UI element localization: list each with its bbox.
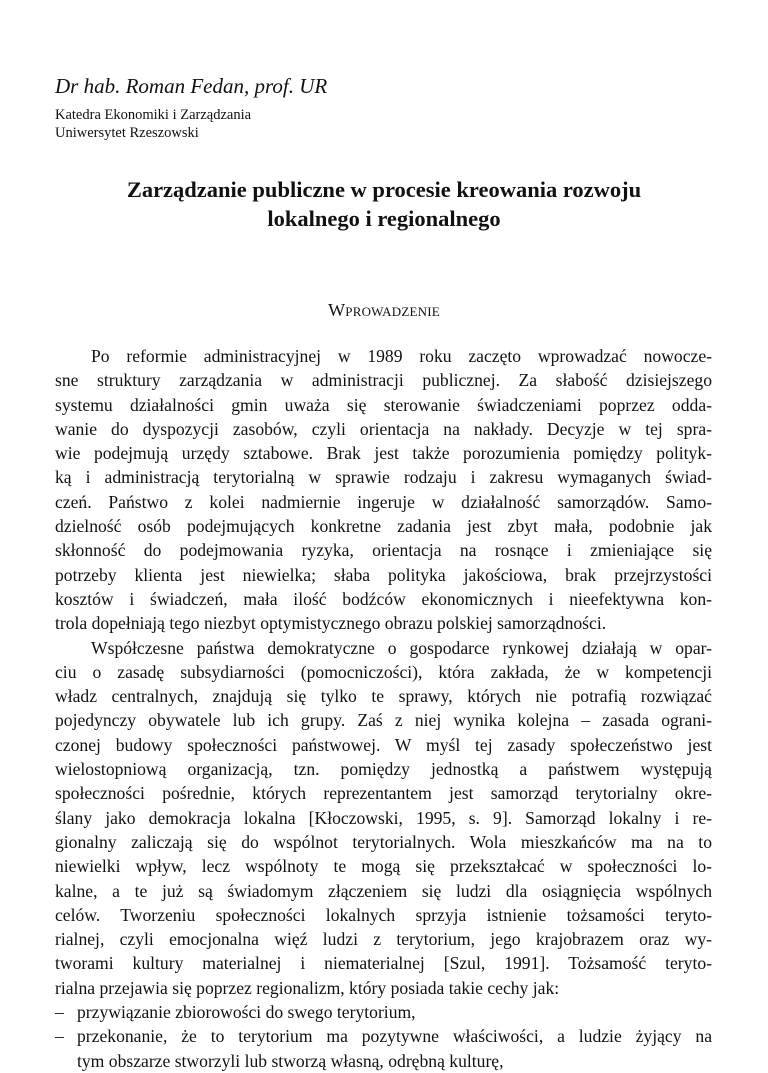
text-line: ciu o zasadę subsydiarności (pomocniczości), która zakłada, że w kompetencji <box>55 661 712 682</box>
text-line: potrzeby klienta jest niewielka; słaba polityka jakościowa, brak przejrzystości <box>55 564 712 585</box>
dash-bullet-icon: – <box>55 1002 64 1023</box>
text-line: gionalny zaliczają się do wspólnot terytorialnych. Wola mieszkańców ma na to <box>55 831 712 852</box>
text-line: rialnej, czyli emocjonalna więź ludzi z terytorium, jego krajobrazem oraz wy- <box>55 929 712 950</box>
bullet-list <box>55 1000 712 1073</box>
text-line: czeń. Państwo z kolei nadmiernie ingeruje w działalność samorządów. Samo- <box>55 491 712 512</box>
text-line: kosztów i świadczeń, mała ilość bodźców ekonomicznych i nieefektywna kon- <box>55 588 712 609</box>
text-line: systemu działalności gmin uważa się sterowanie świadczeniami poprzez odda- <box>55 394 712 415</box>
list-item <box>55 1000 712 1024</box>
list-item <box>55 1024 712 1048</box>
text-line: skłonność do podejmowania ryzyka, orientacja na rosnące i zmieniające się <box>55 540 712 561</box>
section-heading: Wprowadzenie <box>328 300 440 320</box>
author-name: Dr hab. Roman Fedan, prof. UR <box>55 74 328 98</box>
text-line: czonej budowy społeczności państwowej. W myśl tej zasady społeczeństwo jest <box>55 734 712 755</box>
text-line: niewielki wpływ, lecz wspólnoty te mogą się przekształcać w społeczności lo- <box>55 856 712 877</box>
text-line: władz centralnych, znajdują się tylko te sprawy, których nie potrafią rozwiązać <box>55 686 712 707</box>
text-line: sne struktury zarządzania w administracji publicznej. Za słabość dzisiejszego <box>55 370 712 391</box>
text-line: celów. Tworzeniu społeczności lokalnych sprzyja istnienie tożsamości teryto- <box>55 904 712 925</box>
text-line: ślany jako demokracja lokalna [Kłoczowski, 1995, s. 9]. Samorząd lokalny i re- <box>55 807 712 828</box>
affiliation-department: Katedra Ekonomiki i Zarządzania <box>55 107 252 123</box>
text-line: wie podejmują urzędy sztabowe. Brak jest także porozumienia pomiędzy polityk- <box>55 443 712 464</box>
list-item-text: przywiązanie zbiorowości do swego terytorium, <box>77 1002 416 1023</box>
affiliation-university: Uniwersytet Rzeszowski <box>55 125 199 141</box>
text-line: wielostopniową organizacją, tzn. pomiędzy jednostką a państwem występują <box>55 759 712 780</box>
author-affiliation <box>55 106 251 142</box>
text-line: pojedynczy obywatele lub ich grupy. Zaś z niej wynika kolejna – zasada ograni- <box>55 710 712 731</box>
text-line: Po reformie administracyjnej w 1989 roku zaczęto wprowadzać nowocze- <box>91 346 712 366</box>
text-line: kalne, a te już są świadomym złączeniem się ludzi dla osiągnięcia wspólnych <box>55 880 712 901</box>
list-item-text: przekonanie, że to terytorium ma pozytywne właściwości, a ludzie żyjący na <box>77 1026 712 1047</box>
title-line: Zarządzanie publiczne w procesie kreowania rozwoju <box>126 177 642 202</box>
dash-bullet-icon: – <box>55 1026 64 1047</box>
text-line: Współczesne państwa demokratyczne o gospodarce rynkowej działają w opar- <box>91 637 712 658</box>
paragraph-2 <box>55 636 712 1000</box>
list-item-continuation: tym obszarze stworzyli lub stworzą własną, odrębną kulturę, <box>77 1050 504 1071</box>
text-line: ką i administracją terytorialną w sprawie rodzaju i zakresu wymaganych świad- <box>55 467 712 488</box>
text-line: społeczności pośrednie, których reprezentantem jest samorząd terytorialny okre- <box>55 783 712 804</box>
paper-title <box>40 175 728 233</box>
title-line: lokalnego i regionalnego <box>267 206 501 231</box>
text-line: tworami kultury materialnej i niematerialnej [Szul, 1991]. Tożsamość teryto- <box>55 953 712 974</box>
paragraph-1 <box>55 344 712 636</box>
text-line: wanie do dyspozycji zasobów, czyli orientacja na nakłady. Decyzje w tej spra- <box>55 418 712 439</box>
text-line: dzielność osób podejmujących konkretne zadania jest zbyt mała, podobnie jak <box>55 516 712 537</box>
text-line: trola dopełniają tego niezbyt optymistycznego obrazu polskiej samorządności. <box>55 613 607 634</box>
body-text <box>55 344 712 1073</box>
text-line: rialna przejawia się poprzez regionalizm, który posiada takie cechy jak: <box>55 977 560 998</box>
